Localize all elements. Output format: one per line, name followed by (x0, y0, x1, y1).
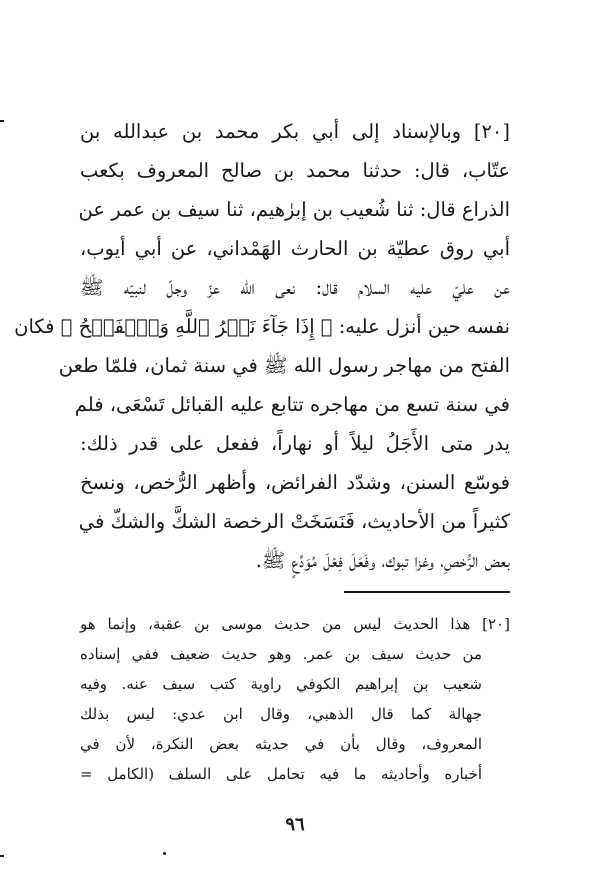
main-text-line: بعض الرُّخصِ، وغزا تبوك، وفَعَلَ فِعْلَ مُوَدِّعٍ ﷺ. (255, 549, 510, 572)
main-text-line: الذراع قال: ثنا شُعيب بن إبرٰهيم، ثنا سيف بن عمر عن (78, 198, 510, 221)
footnote-line: شعيب بن إبراهيم الكوفي راوية كتب سيف عنه. وفيه (80, 675, 482, 693)
footnote-block (80, 609, 510, 789)
main-text-line: عتّاب، قال: حدثنا محمد بن صالح المعروف بكعب (80, 159, 510, 182)
main-text-line: يدر متى الأَجَلُ ليلاً أو نهاراً، ففعل على قدر ذلك: (80, 432, 510, 455)
page-number: ٩٦ (285, 814, 305, 835)
main-text-line: الفتح من مهاجر رسول الله ﷺ في سنة ثمان، فلمّا طعن (58, 354, 510, 377)
main-text-block (14, 112, 510, 580)
footnote-line: [٢٠] هذا الحديث ليس من حديث موسى بن عقبة، وإنما هو (80, 615, 510, 633)
footnote-line: جهالة كما قال الذهبي، وقال ابن عدي: ليس بذلك (80, 705, 482, 723)
margin-mark (0, 855, 4, 857)
main-text-line: [٢٠] وبالإسناد إلى أبي بكر محمد بن عبدالله بن (80, 120, 510, 143)
footnote-line: المعروف، وقال بأن في حديثه بعض النكرة، لأن في (80, 735, 482, 753)
main-text-line: فوسّع السنن، وشدّد الفرائض، وأظهر الرُّخص، ونسخ (80, 471, 510, 494)
margin-mark (163, 852, 166, 855)
main-text-line: نفسه حين أنزل عليه: ﴿ إِذَا جَآءَ نَصۡرُ ٱللَّهِ وَٱلۡفَتۡحُ ﴾ فكان (14, 315, 510, 338)
main-text-line: عن عليّ عليه السلام قال: نعى الله عزّ وجلّ لنبيّه ﷺ (80, 276, 510, 299)
margin-mark (0, 120, 4, 122)
footnote-line: من حديث سيف بن عمر. وهو حديث ضعيف ففي إسناده (80, 645, 482, 663)
footnote-divider (344, 591, 510, 593)
main-text-line: في سنة تسع من مهاجره تتابع عليه القبائل تَسْعَى، فلم (74, 393, 510, 416)
main-text-line: كثيراً من الأحاديث، فَنَسَخَتْ الرخصة الشكَّ والشكّ في (78, 510, 510, 533)
main-text-line: أبي روق عطيّة بن الحارث الهَمْداني، عن أبي أيوب، (80, 237, 510, 260)
footnote-line: أخباره وأحاديثه ما فيه تحامل على السلف (الكامل = (80, 765, 482, 783)
